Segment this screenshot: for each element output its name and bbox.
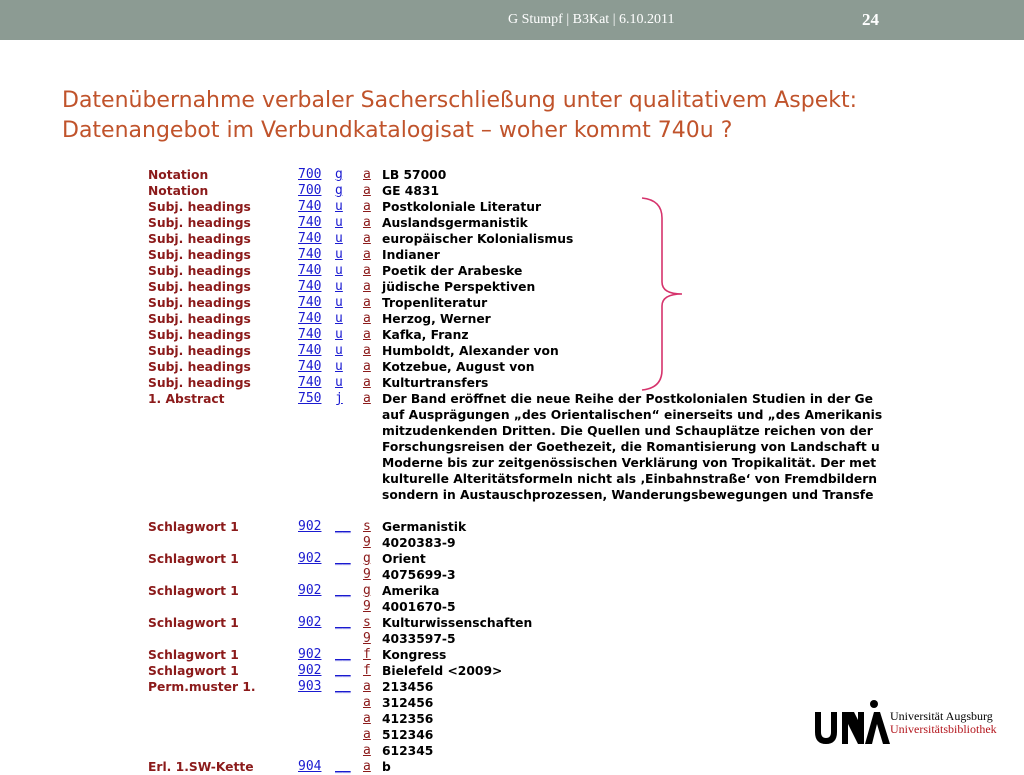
field-value: Kulturwissenschaften <box>382 616 533 630</box>
field-tag-link[interactable]: 740 <box>298 295 322 310</box>
field-value: europäischer Kolonialismus <box>382 232 574 246</box>
field-indicator-link[interactable]: u <box>335 199 343 214</box>
logo-line-1: Universität Augsburg <box>890 709 993 723</box>
subfield-code: 9 <box>363 567 371 582</box>
field-tag-link[interactable]: 902 <box>298 647 322 662</box>
subfield-code: a <box>363 279 371 294</box>
field-indicator-link[interactable]: u <box>335 375 343 390</box>
subfield-code: a <box>363 199 371 214</box>
field-tag-link[interactable]: 700 <box>298 167 322 182</box>
curly-bracket-annotation <box>640 196 686 392</box>
field-tag-link[interactable]: 903 <box>298 679 322 694</box>
field-value: Herzog, Werner <box>382 312 491 326</box>
subfield-code: a <box>363 247 371 262</box>
field-label: Erl. 1.SW-Kette <box>148 760 254 774</box>
field-tag-link[interactable]: 700 <box>298 183 322 198</box>
subfield-code: a <box>363 375 371 390</box>
field-value: 4020383-9 <box>382 536 456 550</box>
field-tag-link[interactable]: 740 <box>298 343 322 358</box>
field-indicator-link[interactable]: u <box>335 343 343 358</box>
subfield-code: a <box>363 231 371 246</box>
subfield-code: a <box>363 215 371 230</box>
subfield-code: a <box>363 391 371 406</box>
field-label: 1. Abstract <box>148 392 225 406</box>
slide-title <box>62 86 857 146</box>
field-tag-link[interactable]: 740 <box>298 359 322 374</box>
field-indicator-link[interactable]: __ <box>335 647 351 662</box>
field-indicator-link[interactable]: u <box>335 359 343 374</box>
field-label: Subj. headings <box>148 248 251 262</box>
field-label: Schlagwort 1 <box>148 648 239 662</box>
field-value: Der Band eröffnet die neue Reihe der Postkolonialen Studien in der Ge <box>382 392 873 406</box>
field-value: mitzudenkenden Dritten. Die Quellen und Schauplätze reichen von der <box>382 424 873 438</box>
subfield-code: 9 <box>363 599 371 614</box>
subfield-code: s <box>363 519 371 534</box>
field-label: Subj. headings <box>148 296 251 310</box>
field-tag-link[interactable]: 902 <box>298 551 322 566</box>
slide-number: 24 <box>862 10 879 29</box>
field-value: Kafka, Franz <box>382 328 469 342</box>
subfield-code: 9 <box>363 535 371 550</box>
field-value: Moderne bis zur zeitgenössischen Verklärung von Tropikalität. Der met <box>382 456 877 470</box>
university-name <box>890 710 997 736</box>
field-value: jüdische Perspektiven <box>382 280 536 294</box>
field-indicator-link[interactable]: j <box>335 391 343 406</box>
field-value: Postkoloniale Literatur <box>382 200 542 214</box>
field-value: Poetik der Arabeske <box>382 264 523 278</box>
subfield-code: g <box>363 583 371 598</box>
field-tag-link[interactable]: 902 <box>298 663 322 678</box>
field-tag-link[interactable]: 902 <box>298 519 322 534</box>
subfield-code: a <box>363 295 371 310</box>
field-label: Schlagwort 1 <box>148 664 239 678</box>
field-indicator-link[interactable]: u <box>335 327 343 342</box>
field-value: LB 57000 <box>382 168 447 182</box>
field-indicator-link[interactable]: __ <box>335 519 351 534</box>
subfield-code: 9 <box>363 631 371 646</box>
field-tag-link[interactable]: 750 <box>298 391 322 406</box>
field-label: Perm.muster 1. <box>148 680 256 694</box>
field-value: sondern in Austauschprozessen, Wanderungsbewegungen und Transfe <box>382 488 874 502</box>
field-indicator-link[interactable]: u <box>335 295 343 310</box>
field-label: Schlagwort 1 <box>148 520 239 534</box>
subfield-code: a <box>363 743 371 758</box>
subfield-code: a <box>363 759 371 774</box>
field-label: Subj. headings <box>148 344 251 358</box>
field-tag-link[interactable]: 740 <box>298 215 322 230</box>
field-value: 4075699-3 <box>382 568 456 582</box>
field-label: Schlagwort 1 <box>148 584 239 598</box>
subfield-code: a <box>363 343 371 358</box>
field-value: Auslandsgermanistik <box>382 216 528 230</box>
field-value: 412356 <box>382 712 434 726</box>
field-indicator-link[interactable]: g <box>335 167 343 182</box>
field-label: Schlagwort 1 <box>148 616 239 630</box>
field-value: 213456 <box>382 680 434 694</box>
field-tag-link[interactable]: 740 <box>298 375 322 390</box>
field-indicator-link[interactable]: g <box>335 183 343 198</box>
field-value: 4001670-5 <box>382 600 456 614</box>
field-label: Schlagwort 1 <box>148 552 239 566</box>
header-bar <box>0 0 1024 40</box>
field-value: Humboldt, Alexander von <box>382 344 559 358</box>
field-label: Subj. headings <box>148 232 251 246</box>
field-value: 312456 <box>382 696 434 710</box>
subfield-code: s <box>363 615 371 630</box>
subfield-code: a <box>363 679 371 694</box>
field-value: Indianer <box>382 248 440 262</box>
field-tag-link[interactable]: 740 <box>298 231 322 246</box>
field-value: 512346 <box>382 728 434 742</box>
field-value: Forschungsreisen der Goethezeit, die Romantisierung von Landschaft u <box>382 440 880 454</box>
subfield-code: a <box>363 183 371 198</box>
subfield-code: a <box>363 327 371 342</box>
una-logo-mark-icon <box>812 698 892 746</box>
subfield-code: f <box>363 663 371 678</box>
field-value: Kulturtransfers <box>382 376 489 390</box>
field-label: Notation <box>148 184 209 198</box>
subfield-code: f <box>363 647 371 662</box>
field-indicator-link[interactable]: __ <box>335 679 351 694</box>
subfield-code: a <box>363 167 371 182</box>
field-value: Orient <box>382 552 426 566</box>
subfield-code: a <box>363 711 371 726</box>
subfield-code: a <box>363 359 371 374</box>
field-label: Subj. headings <box>148 360 251 374</box>
subfield-code: g <box>363 551 371 566</box>
field-label: Subj. headings <box>148 264 251 278</box>
field-indicator-link[interactable]: __ <box>335 615 351 630</box>
field-indicator-link[interactable]: u <box>335 263 343 278</box>
field-indicator-link[interactable]: __ <box>335 663 351 678</box>
subfield-code: a <box>363 263 371 278</box>
field-tag-link[interactable]: 740 <box>298 263 322 278</box>
field-value: auf Ausprägungen „des Orientalischen“ einerseits und „des Amerikanis <box>382 408 883 422</box>
field-label: Subj. headings <box>148 328 251 342</box>
field-label: Subj. headings <box>148 312 251 326</box>
field-label: Subj. headings <box>148 376 251 390</box>
field-label: Subj. headings <box>148 280 251 294</box>
field-tag-link[interactable]: 902 <box>298 583 322 598</box>
field-indicator-link[interactable]: u <box>335 215 343 230</box>
field-value: Germanistik <box>382 520 467 534</box>
field-value: GE 4831 <box>382 184 439 198</box>
field-indicator-link[interactable]: __ <box>335 759 351 774</box>
field-label: Notation <box>148 168 209 182</box>
field-indicator-link[interactable]: u <box>335 231 343 246</box>
field-value: 4033597-5 <box>382 632 456 646</box>
field-label: Subj. headings <box>148 216 251 230</box>
field-tag-link[interactable]: 904 <box>298 759 322 774</box>
field-value: b <box>382 760 391 774</box>
catalog-record <box>148 167 900 774</box>
field-value: Kotzebue, August von <box>382 360 535 374</box>
field-label: Subj. headings <box>148 200 251 214</box>
field-tag-link[interactable]: 740 <box>298 199 322 214</box>
subfield-code: a <box>363 311 371 326</box>
university-logo <box>812 698 1012 748</box>
slide-title-line-1: Datenübernahme verbaler Sacherschließung unter qualitativem Aspekt: <box>62 88 858 113</box>
field-indicator-link[interactable]: u <box>335 279 343 294</box>
field-tag-link[interactable]: 740 <box>298 247 322 262</box>
field-indicator-link[interactable]: __ <box>335 551 351 566</box>
field-tag-link[interactable]: 902 <box>298 615 322 630</box>
footer-text: G Stumpf | B3Kat | 6.10.2011 <box>508 12 675 27</box>
logo-line-2: Universitätsbibliothek <box>890 722 997 736</box>
subfield-code: a <box>363 727 371 742</box>
field-tag-link[interactable]: 740 <box>298 279 322 294</box>
field-tag-link[interactable]: 740 <box>298 311 322 326</box>
field-value: kulturelle Alteritätsformeln nicht als ‚Einbahnstraße‘ von Fremdbildern <box>382 472 878 486</box>
subfield-code: a <box>363 695 371 710</box>
field-tag-link[interactable]: 740 <box>298 327 322 342</box>
field-value: Tropenliteratur <box>382 296 488 310</box>
field-value: 612345 <box>382 744 434 758</box>
slide-title-line-2: Datenangebot im Verbundkatalogisat – woher kommt 740u ? <box>62 118 733 143</box>
field-indicator-link[interactable]: u <box>335 247 343 262</box>
field-indicator-link[interactable]: u <box>335 311 343 326</box>
field-indicator-link[interactable]: __ <box>335 583 351 598</box>
field-value: Kongress <box>382 648 447 662</box>
field-value: Bielefeld <2009> <box>382 664 503 678</box>
field-value: Amerika <box>382 584 440 598</box>
